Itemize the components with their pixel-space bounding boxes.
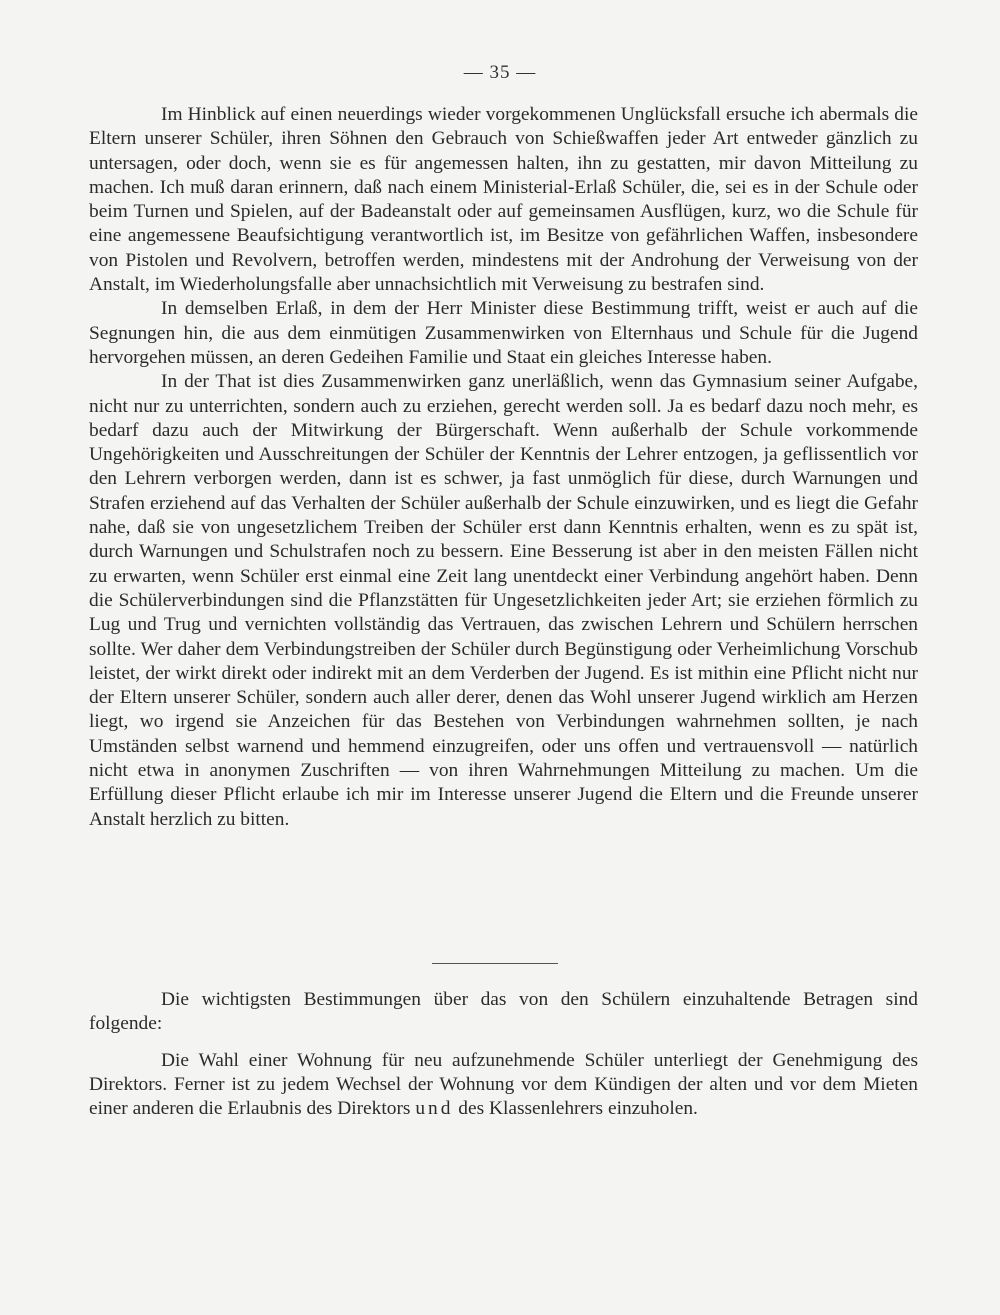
- section-divider: [432, 963, 558, 964]
- housing-rule-text: Die Wahl einer Wohnung für neu aufzunehmende Schüler unterliegt der Genehmigung des Direktors. Ferner ist zu jedem Wechsel der Wohnung vor dem Kündigen der alten und vor dem Mieten einer anderen die Erlaubnis des Direktors: [89, 1049, 918, 1120]
- paragraph-housing-rule: [89, 1049, 918, 1122]
- paragraph-firearms-notice: Im Hinblick auf einen neuerdings wieder vorgekommenen Unglücksfall ersuche ich abermals die Eltern unserer Schüler, ihren Söhnen den Gebrauch von Schießwaffen jeder Art entweder gänzlich zu untersagen, oder doch, wenn sie es für angemessen halten, ihn zu gestatten, mir davon Mitteilung zu machen. Ich muß daran erinnern, daß nach einem Ministerial-Erlaß Schüler, die, sei es in der Schule oder beim Turnen und Spielen, auf der Badeanstalt oder auf gemeinsamen Ausflügen, kurz, wo die Schule für eine angemessene Beaufsichtigung verantwortlich ist, im Besitze von gefährlichen Waffen, insbesondere von Pistolen und Revolvern, betroffen werden, mindestens mit der Androhung der Verweisung von der Anstalt, im Wiederholungsfalle aber unnachsichtlich mit Verweisung zu bestrafen sind.: [89, 104, 918, 296]
- main-text-block: [89, 103, 918, 832]
- spaced-word: und: [415, 1098, 454, 1120]
- housing-rule-text-end: des Klassenlehrers einzuholen.: [458, 1098, 698, 1120]
- paragraph-rules-intro: Die wichtigsten Bestimmungen über das von den Schülern einzuhaltende Betragen sind folgende:: [89, 989, 918, 1035]
- paragraph-cooperation: In der That ist dies Zusammenwirken ganz unerläßlich, wenn das Gymnasium seiner Aufgabe, nicht nur zu unterrichten, sondern auch zu erziehen, gerecht werden soll. Ja es bedarf dazu noch mehr, es bedarf dazu auch der Mitwirkung der Bürgerschaft. Wenn außerhalb der Schule vorkommende Ungehörigkeiten und Ausschreitungen der Schüler der Kenntnis der Lehrer entzogen, ja geflissentlich vor den Lehrern verborgen werden, dann ist es schwer, ja fast unmöglich für diese, durch Warnungen und Strafen erziehend auf das Verhalten der Schüler außerhalb der Schule einzuwirken, und es liegt die Gefahr nahe, daß sie von ungesetzlichem Treiben der Schüler erst dann Kenntnis erhalten, wenn es zu spät ist, durch Warnungen und Schulstrafen noch zu bessern. Eine Besserung ist aber in den meisten Fällen nicht zu erwarten, wenn Schüler erst einmal eine Zeit lang unentdeckt einer Verbindung angehört haben. Denn die Schülerverbindungen sind die Pflanzstätten für Ungesetzlichkeiten jeder Art; sie erziehen förmlich zu Lug und Trug und vernichten vollständig das Vertrauen, das zwischen Lehrern und Schülern herrschen sollte. Wer daher dem Verbindungstreiben der Schüler durch Begünstigung oder Verheimlichung Vorschub leistet, der wirkt direkt oder indirekt mit an dem Verderben der Jugend. Es ist mithin eine Pflicht nicht nur der Eltern unserer Schüler, sondern auch aller derer, denen das Wohl unserer Jugend wirklich am Herzen liegt, wo irgend sie Anzeichen für das Bestehen von Verbindungen wahrnehmen sollten, je nach Umständen selbst warnend und hemmend einzugreifen, oder uns offen und vertrauensvoll — natürlich nicht etwa in anonymen Zuschriften — von ihren Wahrnehmungen Mitteilung zu machen. Um die Erfüllung dieser Pflicht erlaube ich mir im Interesse unserer Jugend die Eltern und die Freunde unserer Anstalt herzlich zu bitten.: [89, 371, 918, 830]
- page-number: — 35 —: [463, 62, 537, 83]
- paragraph-minister-decree: In demselben Erlaß, in dem der Herr Minister diese Bestimmung trifft, weist er auch auf die Segnungen hin, die aus dem einmütigen Zusammenwirken von Elternhaus und Schule für die Jugend hervorgehen müssen, an deren Gedeihen Familie und Staat ein gleiches Interesse haben.: [89, 298, 918, 368]
- rules-text-block: [89, 988, 918, 1121]
